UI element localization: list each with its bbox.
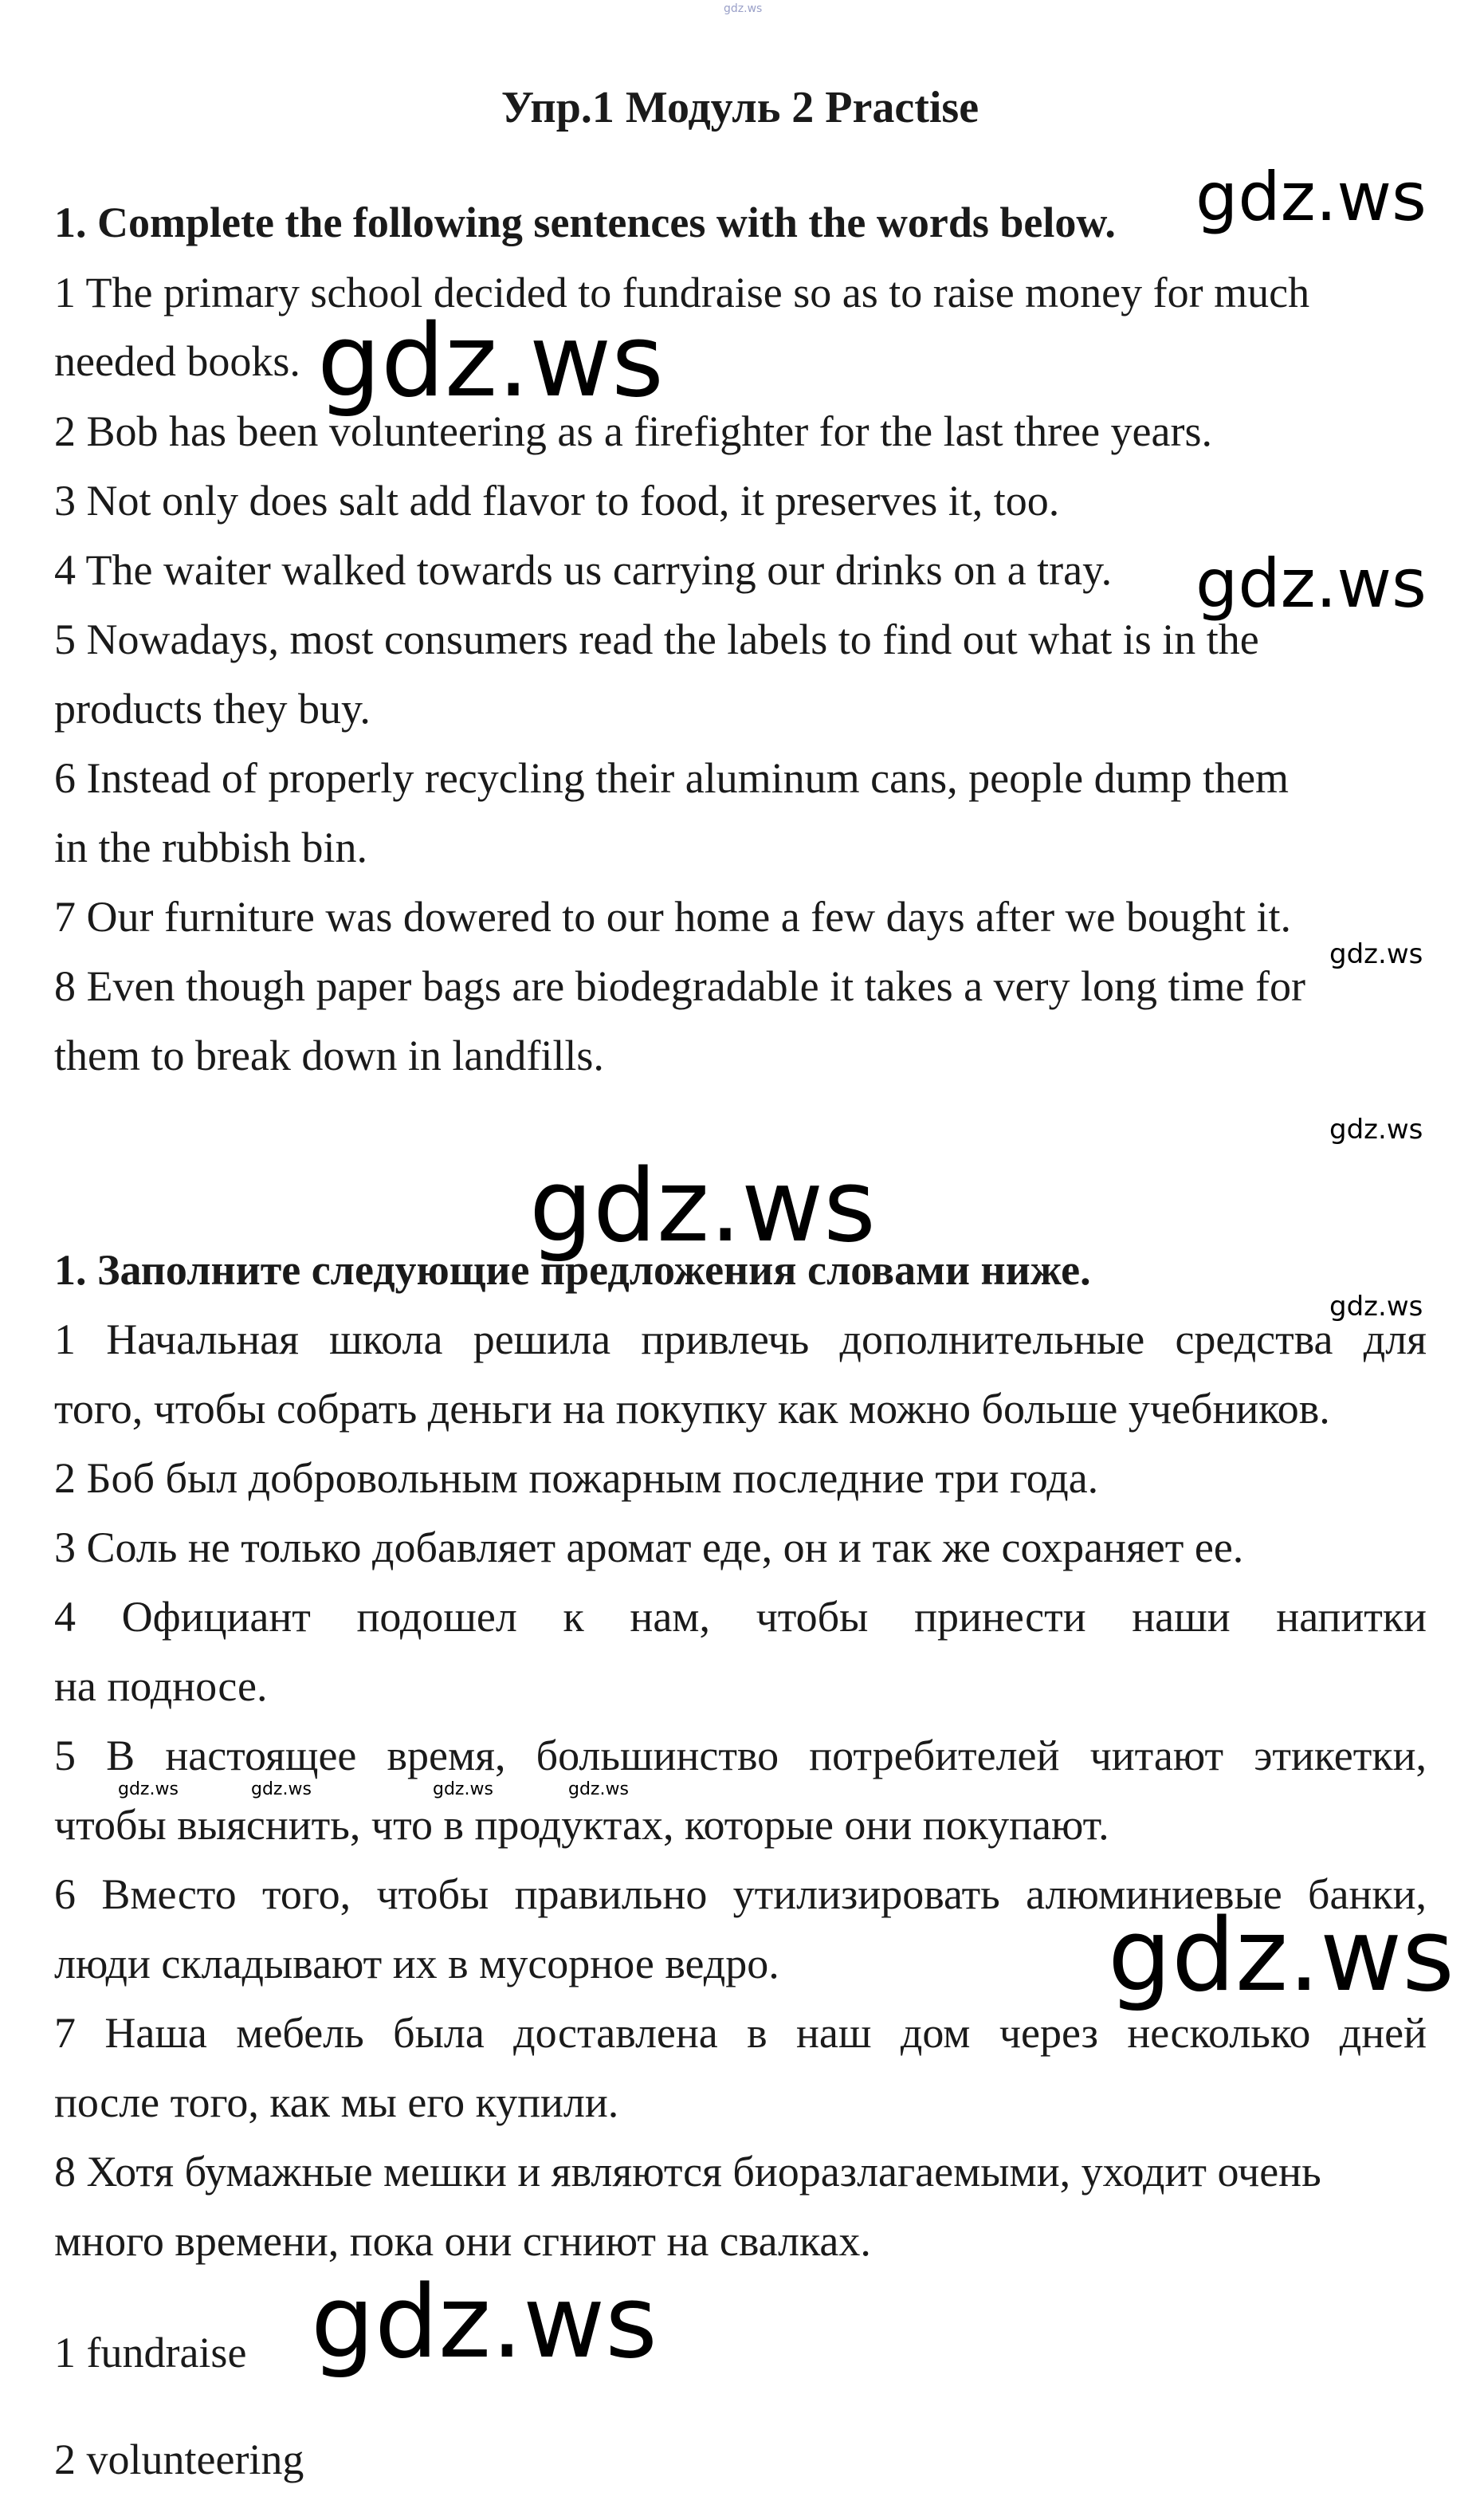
watermark: gdz.ws — [1329, 1114, 1423, 1146]
watermark: gdz.ws — [1195, 544, 1427, 623]
watermark: gdz.ws — [311, 2263, 658, 2380]
english-heading: 1. Complete the following sentences with the words below. — [54, 199, 1116, 246]
watermark: gdz.ws — [1329, 1291, 1423, 1323]
english-line: needed books. — [54, 337, 300, 385]
russian-heading: 1. Заполните следующие предложения словами ниже. — [54, 1246, 1091, 1294]
english-line: 6 Instead of properly recycling their aluminum cans, people dump them — [54, 754, 1290, 802]
russian-line: 4 Официант подошел к нам, чтобы принести наши напитки — [54, 1593, 1427, 1641]
english-line: 7 Our furniture was dowered to our home a few days after we bought it. — [54, 893, 1292, 941]
watermark: gdz.ws — [118, 1779, 179, 1799]
russian-line: люди складывают их в мусорное ведро. — [54, 1940, 779, 1987]
english-line: products they buy. — [54, 685, 371, 733]
watermark: gdz.ws — [317, 302, 664, 419]
watermark: gdz.ws — [568, 1779, 629, 1799]
watermark: gdz.ws — [251, 1779, 312, 1799]
russian-line: 2 Боб был добровольным пожарным последние три года. — [54, 1454, 1099, 1502]
russian-line: чтобы выяснить, что в продуктах, которые они покупают. — [54, 1801, 1109, 1849]
english-line: 2 Bob has been volunteering as a firefighter for the last three years. — [54, 407, 1212, 455]
english-line: 5 Nowadays, most consumers read the labels to find out what is in the — [54, 615, 1259, 663]
russian-line: много времени, пока они сгниют на свалках. — [54, 2217, 871, 2265]
russian-line: 1 Начальная школа решила привлечь дополнительные средства для — [54, 1315, 1427, 1363]
russian-line: после того, как мы его купили. — [54, 2078, 619, 2126]
russian-line: 7 Наша мебель была доставлена в наш дом через несколько дней — [54, 2009, 1427, 2057]
watermark-top: gdz.ws — [724, 2, 763, 15]
russian-line: того, чтобы собрать деньги на покупку как можно больше учебников. — [54, 1385, 1330, 1433]
english-line: 3 Not only does salt add flavor to food, it preserves it, too. — [54, 477, 1060, 525]
watermark: gdz.ws — [529, 1147, 876, 1264]
russian-line: 8 Хотя бумажные мешки и являются биоразлагаемыми, уходит очень — [54, 2148, 1321, 2196]
answer-item: 2 volunteering — [54, 2435, 304, 2483]
answer-item: 1 fundraise — [54, 2329, 247, 2377]
russian-line: 5 В настоящее время, большинство потребителей читают этикетки, — [54, 1732, 1427, 1779]
watermark: gdz.ws — [433, 1779, 493, 1799]
russian-line: на подносе. — [54, 1662, 268, 1710]
watermark: gdz.ws — [1195, 158, 1427, 236]
english-line: them to break down in landfills. — [54, 1032, 604, 1079]
page-title: Упр.1 Модуль 2 Practise — [501, 83, 979, 132]
watermark: gdz.ws — [1108, 1897, 1454, 2014]
english-line: 1 The primary school decided to fundraise so as to raise money for much — [54, 269, 1310, 316]
russian-line: 3 Соль не только добавляет аромат еде, он и так же сохраняет ее. — [54, 1523, 1244, 1571]
english-line: 8 Even though paper bags are biodegradable it takes a very long time for — [54, 962, 1305, 1010]
russian-line: 6 Вместо того, чтобы правильно утилизировать алюминиевые банки, — [54, 1870, 1427, 1918]
english-line: in the rubbish bin. — [54, 824, 367, 871]
watermark: gdz.ws — [1329, 938, 1423, 970]
english-line: 4 The waiter walked towards us carrying our drinks on a tray. — [54, 546, 1113, 594]
